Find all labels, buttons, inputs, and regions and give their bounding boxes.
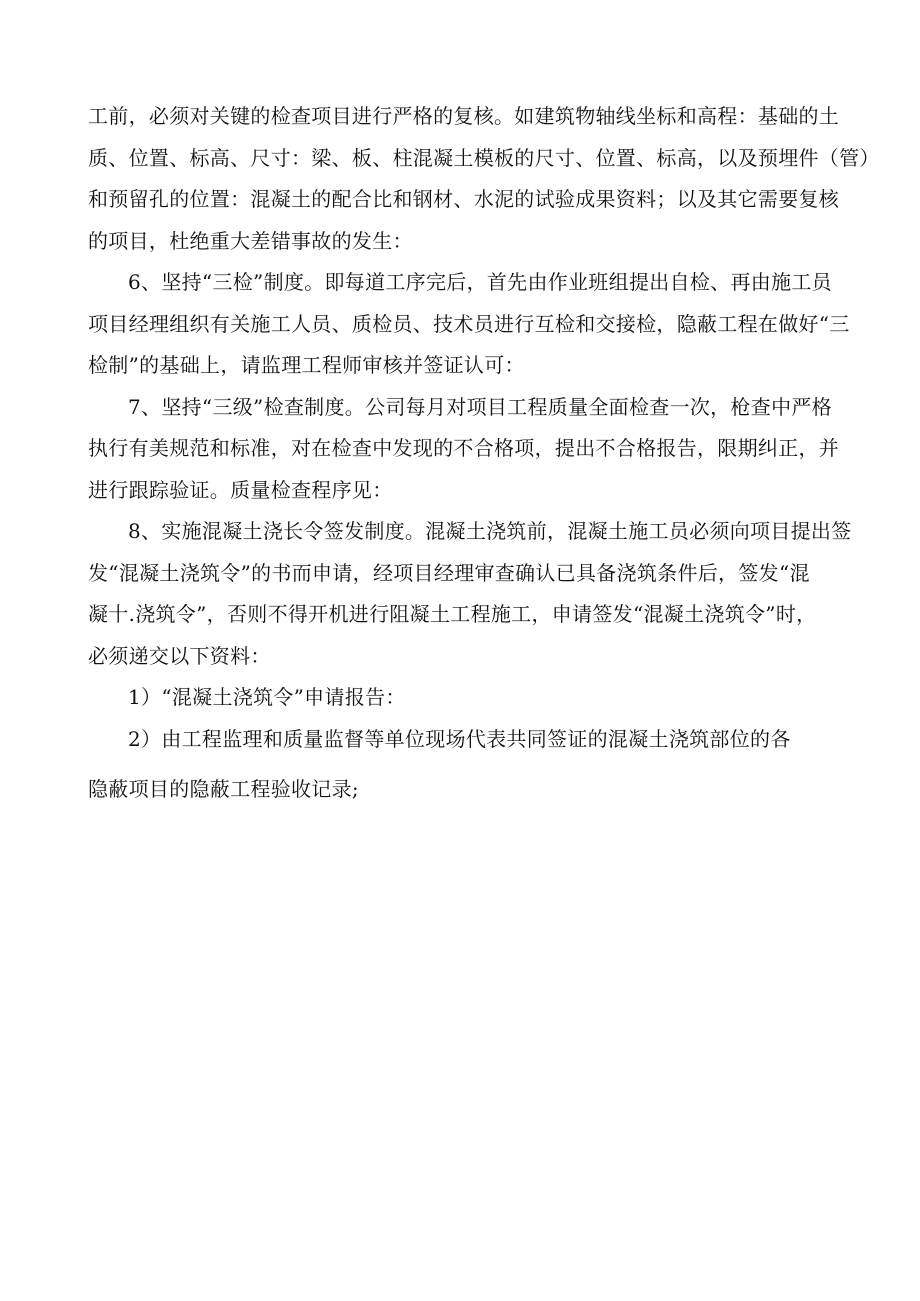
- text-line: 进行跟踪验证。质量检查程序见：: [88, 477, 393, 502]
- text-line: 检制”的基础上，请监理工程师审核并签证认可：: [88, 353, 525, 377]
- paragraph-intro: [88, 96, 880, 262]
- document-body: [88, 96, 880, 811]
- paragraph-sub-2-continuation: [88, 769, 848, 811]
- text-line: 必须递交以下资料：: [88, 643, 271, 668]
- paragraph-item-6: [88, 262, 848, 387]
- text-line: 6、坚持“三检”制度。即每道工序完后，首先由作业班组提出自检、再由施工员: [128, 270, 832, 294]
- text-line: 7、坚持“三级”检查制度。公司每月对项目工程质量全面检查一次，枪查中严格: [128, 394, 832, 419]
- text-line: 执行有美规范和标准，对在检查中发现的不合格项，提出不合格报告，限期纠正，并: [88, 436, 840, 460]
- text-line: 2）由工程监理和质量监督等单位现场代表共同签证的混凝土浇筑部位的各: [128, 726, 791, 751]
- text-line: 工前，必须对关键的检查项目进行严格的复核。如建筑物轴线坐标和高程：基础的土: [88, 104, 840, 128]
- text-line: 凝十.浇筑令”，否则不得开机进行阻凝土工程施工，申请签发“混凝土浇筑令”时，: [88, 602, 817, 626]
- text-line: 项目经理组织有关施工人员、质检员、技术员进行互检和交接检，隐蔽工程在做好“三: [88, 311, 850, 336]
- text-line: 质、位置、标高、尺寸：梁、板、柱混凝土模板的尺寸、位置、标高，以及预埋件（管）: [88, 145, 880, 170]
- text-line: 隐蔽项目的隐蔽工程验收记录;: [88, 777, 359, 801]
- text-line: 的项目，杜绝重大差错事故的发生：: [88, 228, 413, 253]
- paragraph-sub-1: [88, 677, 848, 719]
- paragraph-item-8: [88, 511, 852, 677]
- paragraph-item-7: [88, 387, 848, 512]
- text-line: 和预留孔的位置：混凝土的配合比和钢材、水泥的试验成果资料；以及其它需要复核: [88, 187, 840, 211]
- text-line: 发“混凝土浇筑令”的书而申请，经项目经理审查确认已具备浇筑条件后，签发“混: [88, 560, 810, 585]
- text-line: 1）“混凝土浇筑令”申请报告：: [128, 685, 406, 709]
- text-line: 8、实施混凝土浇长令签发制度。混凝土浇筑前，混凝土施工员必须向项目提出签: [128, 519, 852, 543]
- paragraph-sub-2: [88, 719, 848, 761]
